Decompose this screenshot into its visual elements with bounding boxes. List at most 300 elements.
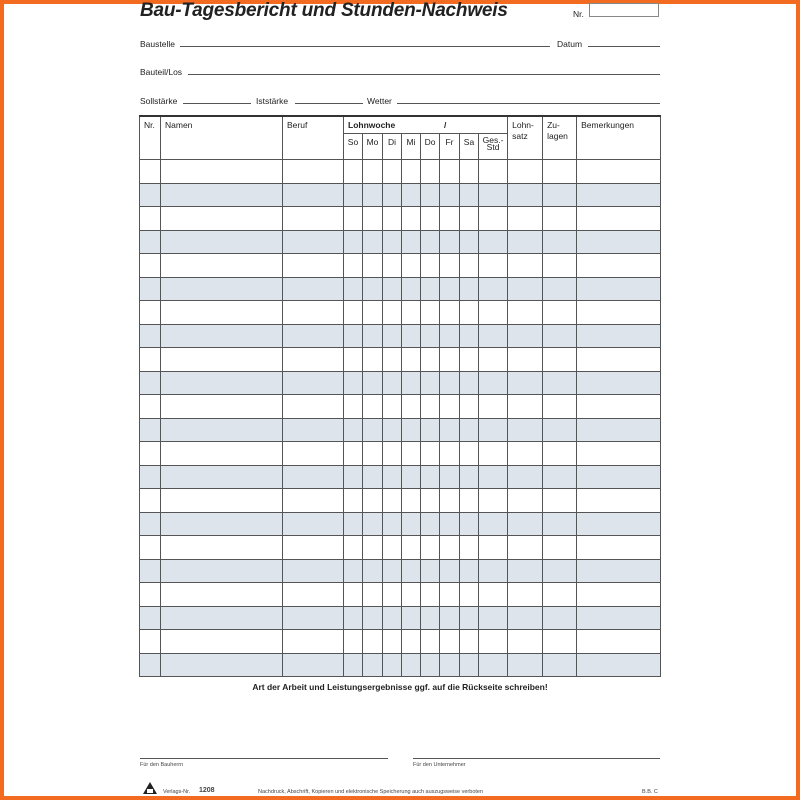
table-cell[interactable] [543, 630, 577, 654]
table-cell[interactable] [363, 395, 383, 419]
table-cell[interactable] [479, 489, 508, 513]
table-cell[interactable] [383, 559, 402, 583]
table-cell[interactable] [508, 254, 543, 278]
table-cell[interactable] [421, 418, 440, 442]
table-cell[interactable] [479, 606, 508, 630]
table-cell[interactable] [363, 583, 383, 607]
table-cell[interactable] [577, 559, 661, 583]
table-cell[interactable] [344, 653, 363, 677]
table-cell[interactable] [344, 606, 363, 630]
table-cell[interactable] [577, 536, 661, 560]
table-cell[interactable] [508, 324, 543, 348]
table-cell[interactable] [543, 324, 577, 348]
table-cell[interactable] [161, 653, 283, 677]
table-cell[interactable] [440, 230, 460, 254]
table-cell[interactable] [140, 583, 161, 607]
table-cell[interactable] [577, 324, 661, 348]
table-cell[interactable] [283, 653, 344, 677]
table-cell[interactable] [479, 630, 508, 654]
table-cell[interactable] [440, 254, 460, 278]
signature-line-unternehmer[interactable] [413, 758, 660, 759]
table-cell[interactable] [421, 512, 440, 536]
table-cell[interactable] [508, 277, 543, 301]
table-cell[interactable] [460, 348, 479, 372]
table-cell[interactable] [140, 489, 161, 513]
table-cell[interactable] [140, 606, 161, 630]
table-cell[interactable] [402, 630, 421, 654]
table-cell[interactable] [479, 371, 508, 395]
table-cell[interactable] [460, 395, 479, 419]
table-cell[interactable] [543, 583, 577, 607]
table-cell[interactable] [283, 465, 344, 489]
table-cell[interactable] [508, 207, 543, 231]
table-cell[interactable] [460, 512, 479, 536]
table-cell[interactable] [543, 371, 577, 395]
table-cell[interactable] [460, 442, 479, 466]
table-cell[interactable] [543, 301, 577, 325]
table-cell[interactable] [508, 559, 543, 583]
table-cell[interactable] [161, 254, 283, 278]
table-cell[interactable] [161, 324, 283, 348]
table-cell[interactable] [161, 395, 283, 419]
table-cell[interactable] [402, 277, 421, 301]
table-cell[interactable] [479, 207, 508, 231]
table-cell[interactable] [421, 230, 440, 254]
table-cell[interactable] [344, 371, 363, 395]
table-cell[interactable] [508, 653, 543, 677]
table-cell[interactable] [161, 371, 283, 395]
table-cell[interactable] [140, 324, 161, 348]
table-cell[interactable] [383, 442, 402, 466]
table-cell[interactable] [344, 630, 363, 654]
table-cell[interactable] [440, 489, 460, 513]
table-cell[interactable] [577, 418, 661, 442]
table-cell[interactable] [479, 465, 508, 489]
table-cell[interactable] [508, 583, 543, 607]
table-cell[interactable] [161, 418, 283, 442]
table-cell[interactable] [140, 371, 161, 395]
signature-line-bauherrn[interactable] [140, 758, 388, 759]
table-cell[interactable] [508, 512, 543, 536]
table-cell[interactable] [383, 254, 402, 278]
table-cell[interactable] [283, 512, 344, 536]
table-cell[interactable] [460, 230, 479, 254]
table-cell[interactable] [363, 442, 383, 466]
table-cell[interactable] [543, 489, 577, 513]
table-cell[interactable] [508, 160, 543, 184]
table-cell[interactable] [577, 371, 661, 395]
table-cell[interactable] [402, 536, 421, 560]
table-cell[interactable] [543, 395, 577, 419]
table-cell[interactable] [363, 630, 383, 654]
table-cell[interactable] [508, 418, 543, 442]
table-cell[interactable] [440, 418, 460, 442]
table-cell[interactable] [363, 536, 383, 560]
table-cell[interactable] [440, 606, 460, 630]
table-cell[interactable] [577, 207, 661, 231]
table-cell[interactable] [421, 301, 440, 325]
table-cell[interactable] [161, 512, 283, 536]
table-cell[interactable] [460, 277, 479, 301]
table-cell[interactable] [421, 536, 440, 560]
table-cell[interactable] [140, 395, 161, 419]
table-cell[interactable] [440, 512, 460, 536]
table-cell[interactable] [363, 653, 383, 677]
table-cell[interactable] [460, 418, 479, 442]
nr-field[interactable] [589, 3, 659, 17]
table-cell[interactable] [140, 207, 161, 231]
table-cell[interactable] [344, 442, 363, 466]
table-cell[interactable] [344, 254, 363, 278]
table-cell[interactable] [140, 277, 161, 301]
table-cell[interactable] [402, 324, 421, 348]
table-cell[interactable] [440, 277, 460, 301]
table-cell[interactable] [363, 371, 383, 395]
table-cell[interactable] [421, 606, 440, 630]
table-cell[interactable] [383, 207, 402, 231]
table-cell[interactable] [479, 559, 508, 583]
table-cell[interactable] [508, 348, 543, 372]
table-cell[interactable] [440, 324, 460, 348]
table-cell[interactable] [363, 183, 383, 207]
table-cell[interactable] [460, 301, 479, 325]
table-cell[interactable] [402, 653, 421, 677]
table-cell[interactable] [363, 606, 383, 630]
table-cell[interactable] [283, 160, 344, 184]
table-cell[interactable] [161, 277, 283, 301]
table-cell[interactable] [508, 395, 543, 419]
table-cell[interactable] [421, 183, 440, 207]
table-cell[interactable] [508, 371, 543, 395]
bauteil-field[interactable] [188, 74, 660, 75]
table-cell[interactable] [363, 277, 383, 301]
table-cell[interactable] [460, 606, 479, 630]
table-cell[interactable] [383, 418, 402, 442]
table-cell[interactable] [402, 489, 421, 513]
table-cell[interactable] [577, 583, 661, 607]
table-cell[interactable] [283, 395, 344, 419]
table-cell[interactable] [383, 465, 402, 489]
table-cell[interactable] [440, 395, 460, 419]
table-cell[interactable] [440, 348, 460, 372]
table-cell[interactable] [460, 465, 479, 489]
table-cell[interactable] [577, 653, 661, 677]
table-cell[interactable] [479, 324, 508, 348]
table-cell[interactable] [383, 160, 402, 184]
table-cell[interactable] [383, 653, 402, 677]
table-cell[interactable] [140, 418, 161, 442]
table-cell[interactable] [543, 606, 577, 630]
table-cell[interactable] [421, 160, 440, 184]
sollstaerke-field[interactable] [183, 103, 251, 104]
table-cell[interactable] [440, 442, 460, 466]
table-cell[interactable] [283, 207, 344, 231]
table-cell[interactable] [161, 230, 283, 254]
table-cell[interactable] [402, 559, 421, 583]
table-cell[interactable] [421, 324, 440, 348]
table-cell[interactable] [383, 183, 402, 207]
table-cell[interactable] [460, 254, 479, 278]
table-cell[interactable] [421, 348, 440, 372]
table-cell[interactable] [402, 465, 421, 489]
table-cell[interactable] [543, 277, 577, 301]
table-cell[interactable] [577, 348, 661, 372]
table-cell[interactable] [440, 653, 460, 677]
table-cell[interactable] [383, 489, 402, 513]
table-cell[interactable] [577, 183, 661, 207]
table-cell[interactable] [402, 160, 421, 184]
table-cell[interactable] [383, 512, 402, 536]
table-cell[interactable] [508, 465, 543, 489]
table-cell[interactable] [283, 371, 344, 395]
table-cell[interactable] [460, 536, 479, 560]
table-cell[interactable] [363, 489, 383, 513]
table-cell[interactable] [479, 653, 508, 677]
table-cell[interactable] [440, 207, 460, 231]
table-cell[interactable] [421, 465, 440, 489]
table-cell[interactable] [363, 160, 383, 184]
table-cell[interactable] [161, 442, 283, 466]
table-cell[interactable] [383, 301, 402, 325]
table-cell[interactable] [383, 395, 402, 419]
table-cell[interactable] [577, 630, 661, 654]
table-cell[interactable] [440, 465, 460, 489]
table-cell[interactable] [508, 489, 543, 513]
table-cell[interactable] [161, 348, 283, 372]
table-cell[interactable] [577, 606, 661, 630]
table-cell[interactable] [402, 442, 421, 466]
table-cell[interactable] [344, 207, 363, 231]
table-cell[interactable] [460, 583, 479, 607]
table-cell[interactable] [344, 277, 363, 301]
table-cell[interactable] [383, 324, 402, 348]
table-cell[interactable] [421, 583, 440, 607]
table-cell[interactable] [479, 583, 508, 607]
table-cell[interactable] [283, 583, 344, 607]
table-cell[interactable] [577, 512, 661, 536]
table-cell[interactable] [140, 465, 161, 489]
table-cell[interactable] [161, 536, 283, 560]
table-cell[interactable] [344, 183, 363, 207]
table-cell[interactable] [543, 442, 577, 466]
table-cell[interactable] [577, 465, 661, 489]
table-cell[interactable] [161, 489, 283, 513]
table-cell[interactable] [140, 160, 161, 184]
table-cell[interactable] [161, 207, 283, 231]
table-cell[interactable] [421, 395, 440, 419]
table-cell[interactable] [543, 207, 577, 231]
table-cell[interactable] [577, 442, 661, 466]
table-cell[interactable] [421, 442, 440, 466]
table-cell[interactable] [383, 583, 402, 607]
table-cell[interactable] [460, 630, 479, 654]
table-cell[interactable] [440, 371, 460, 395]
table-cell[interactable] [402, 371, 421, 395]
table-cell[interactable] [508, 536, 543, 560]
table-cell[interactable] [161, 301, 283, 325]
table-cell[interactable] [577, 160, 661, 184]
table-cell[interactable] [283, 559, 344, 583]
table-cell[interactable] [543, 254, 577, 278]
table-cell[interactable] [440, 183, 460, 207]
table-cell[interactable] [460, 207, 479, 231]
table-cell[interactable] [460, 653, 479, 677]
table-cell[interactable] [508, 230, 543, 254]
table-cell[interactable] [344, 230, 363, 254]
table-cell[interactable] [577, 254, 661, 278]
table-cell[interactable] [421, 207, 440, 231]
table-cell[interactable] [402, 207, 421, 231]
table-cell[interactable] [344, 583, 363, 607]
table-cell[interactable] [460, 371, 479, 395]
table-cell[interactable] [479, 418, 508, 442]
table-cell[interactable] [543, 418, 577, 442]
table-cell[interactable] [344, 395, 363, 419]
table-cell[interactable] [161, 606, 283, 630]
table-cell[interactable] [508, 630, 543, 654]
table-cell[interactable] [283, 536, 344, 560]
table-cell[interactable] [344, 465, 363, 489]
table-cell[interactable] [140, 442, 161, 466]
table-cell[interactable] [508, 183, 543, 207]
table-cell[interactable] [440, 536, 460, 560]
table-cell[interactable] [140, 254, 161, 278]
table-cell[interactable] [344, 348, 363, 372]
table-cell[interactable] [479, 442, 508, 466]
table-cell[interactable] [283, 348, 344, 372]
table-cell[interactable] [460, 160, 479, 184]
table-cell[interactable] [479, 536, 508, 560]
table-cell[interactable] [363, 559, 383, 583]
table-cell[interactable] [577, 277, 661, 301]
table-cell[interactable] [344, 160, 363, 184]
baustelle-field[interactable] [180, 46, 550, 47]
table-cell[interactable] [161, 183, 283, 207]
table-cell[interactable] [402, 606, 421, 630]
table-cell[interactable] [402, 183, 421, 207]
table-cell[interactable] [543, 536, 577, 560]
table-cell[interactable] [283, 183, 344, 207]
table-cell[interactable] [344, 536, 363, 560]
table-cell[interactable] [421, 371, 440, 395]
table-cell[interactable] [161, 559, 283, 583]
table-cell[interactable] [479, 301, 508, 325]
table-cell[interactable] [543, 512, 577, 536]
table-cell[interactable] [460, 183, 479, 207]
table-cell[interactable] [140, 348, 161, 372]
table-cell[interactable] [402, 230, 421, 254]
table-cell[interactable] [440, 301, 460, 325]
table-cell[interactable] [140, 630, 161, 654]
table-cell[interactable] [363, 512, 383, 536]
table-cell[interactable] [140, 183, 161, 207]
wetter-field[interactable] [397, 103, 660, 104]
table-cell[interactable] [383, 536, 402, 560]
table-cell[interactable] [402, 512, 421, 536]
table-cell[interactable] [543, 348, 577, 372]
table-cell[interactable] [383, 371, 402, 395]
table-cell[interactable] [283, 489, 344, 513]
table-cell[interactable] [344, 418, 363, 442]
table-cell[interactable] [283, 230, 344, 254]
table-cell[interactable] [363, 254, 383, 278]
table-cell[interactable] [577, 395, 661, 419]
table-cell[interactable] [402, 395, 421, 419]
table-cell[interactable] [543, 183, 577, 207]
table-cell[interactable] [479, 183, 508, 207]
table-cell[interactable] [283, 254, 344, 278]
table-cell[interactable] [421, 630, 440, 654]
table-cell[interactable] [363, 324, 383, 348]
table-cell[interactable] [161, 630, 283, 654]
table-cell[interactable] [421, 653, 440, 677]
table-cell[interactable] [344, 559, 363, 583]
table-cell[interactable] [402, 301, 421, 325]
table-cell[interactable] [161, 583, 283, 607]
table-cell[interactable] [283, 277, 344, 301]
table-cell[interactable] [363, 301, 383, 325]
table-cell[interactable] [479, 160, 508, 184]
table-cell[interactable] [344, 489, 363, 513]
table-cell[interactable] [508, 301, 543, 325]
table-cell[interactable] [383, 277, 402, 301]
table-cell[interactable] [161, 465, 283, 489]
table-cell[interactable] [479, 512, 508, 536]
table-cell[interactable] [402, 254, 421, 278]
datum-field[interactable] [588, 46, 660, 47]
table-cell[interactable] [543, 559, 577, 583]
table-cell[interactable] [140, 301, 161, 325]
table-cell[interactable] [421, 559, 440, 583]
table-cell[interactable] [577, 230, 661, 254]
table-cell[interactable] [543, 653, 577, 677]
table-cell[interactable] [383, 606, 402, 630]
table-cell[interactable] [577, 301, 661, 325]
table-cell[interactable] [344, 301, 363, 325]
table-cell[interactable] [283, 442, 344, 466]
table-cell[interactable] [283, 630, 344, 654]
table-cell[interactable] [421, 254, 440, 278]
table-cell[interactable] [363, 418, 383, 442]
table-cell[interactable] [344, 512, 363, 536]
table-cell[interactable] [363, 207, 383, 231]
table-cell[interactable] [363, 348, 383, 372]
table-cell[interactable] [283, 606, 344, 630]
table-cell[interactable] [440, 160, 460, 184]
table-cell[interactable] [479, 395, 508, 419]
table-cell[interactable] [440, 559, 460, 583]
table-cell[interactable] [363, 230, 383, 254]
table-cell[interactable] [402, 348, 421, 372]
table-cell[interactable] [402, 583, 421, 607]
table-cell[interactable] [460, 324, 479, 348]
table-cell[interactable] [140, 512, 161, 536]
table-cell[interactable] [383, 630, 402, 654]
table-cell[interactable] [402, 418, 421, 442]
table-cell[interactable] [543, 230, 577, 254]
table-cell[interactable] [479, 254, 508, 278]
table-cell[interactable] [140, 653, 161, 677]
table-cell[interactable] [440, 583, 460, 607]
table-cell[interactable] [140, 536, 161, 560]
iststaerke-field[interactable] [295, 103, 363, 104]
table-cell[interactable] [479, 277, 508, 301]
table-cell[interactable] [383, 348, 402, 372]
table-cell[interactable] [421, 489, 440, 513]
table-cell[interactable] [508, 606, 543, 630]
table-cell[interactable] [543, 160, 577, 184]
table-cell[interactable] [508, 442, 543, 466]
